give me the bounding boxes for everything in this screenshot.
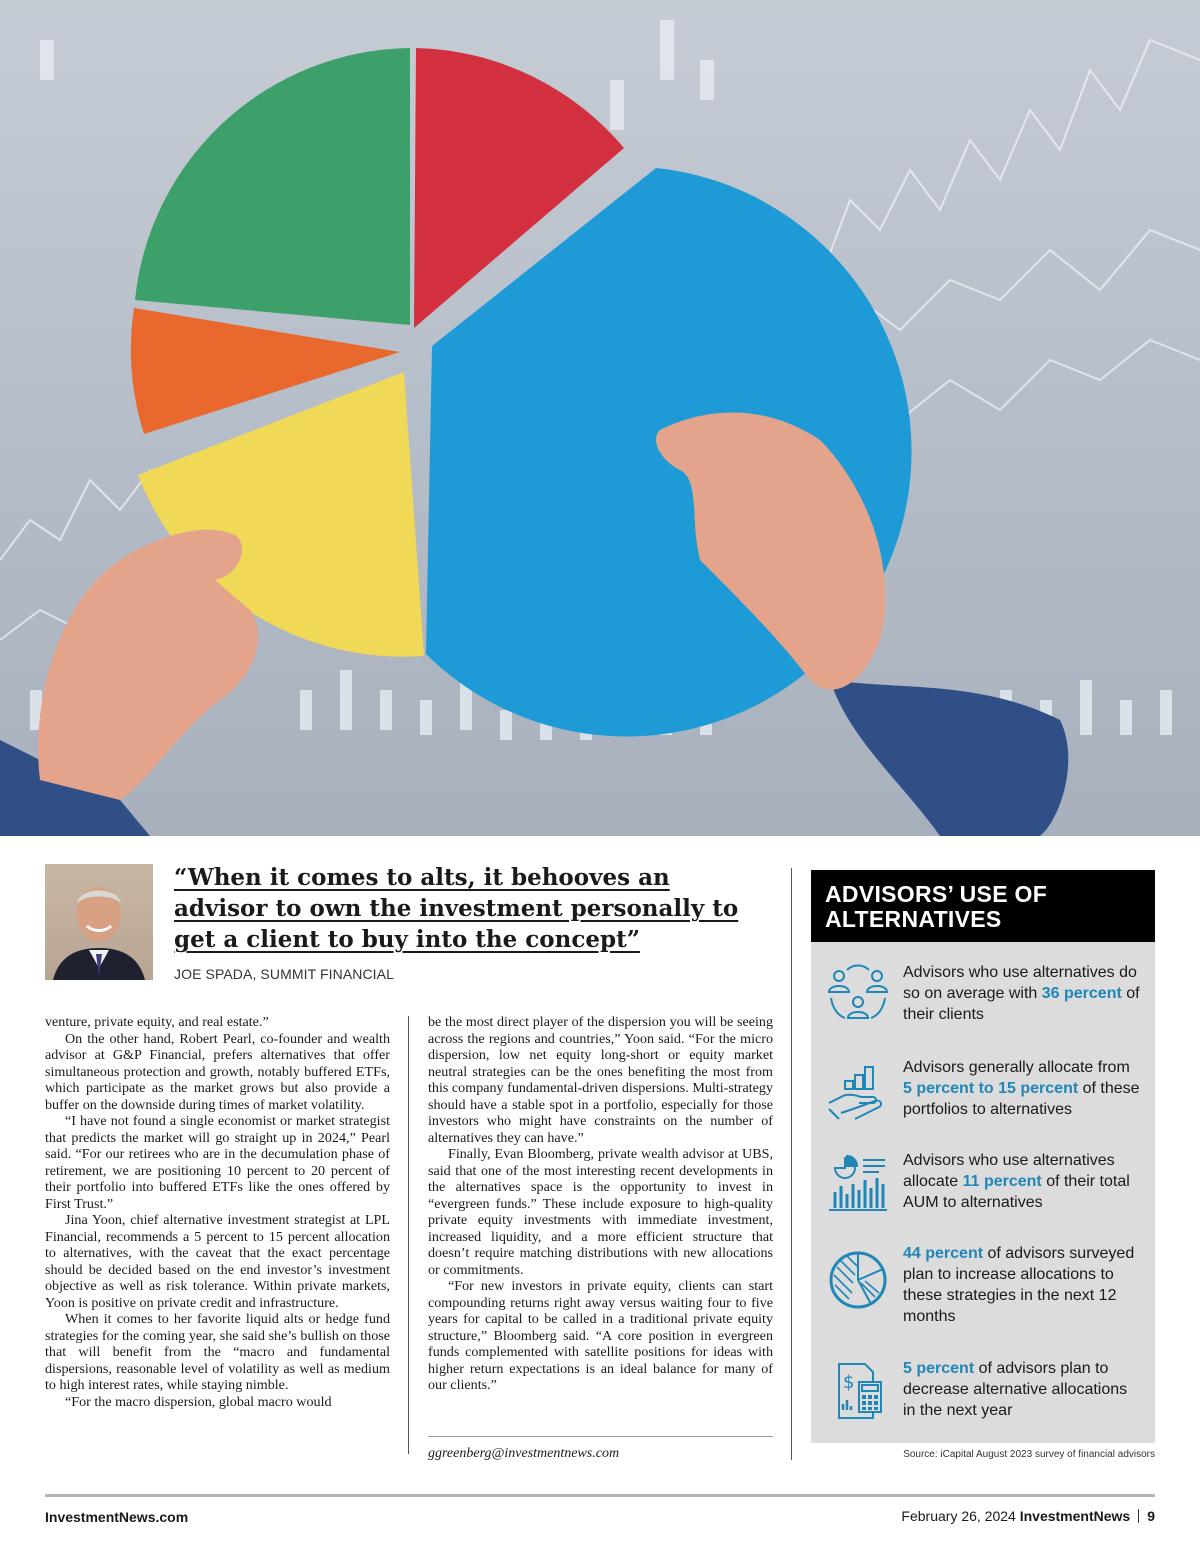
joe-spada-portrait [45, 864, 153, 980]
footer-folio [901, 1508, 1155, 1524]
hand-growth-chart-icon [825, 1057, 891, 1123]
sidebar-source: Source: iCapital August 2023 survey of financial advisors [903, 1449, 1155, 1460]
paragraph: Finally, Evan Bloomberg, private wealth advisor at UBS, said that one of the most interesting recent developments in the alternatives space is the opportunity to invest in “evergreen funds.” These include exposure to high-quality private equity investments with immediate investment, increased liquidity, and a more efficient structure that doesn’t require matching distributions with new allocations or commitments. [428, 1146, 773, 1278]
alternatives-sidebar [811, 870, 1155, 1443]
quote-attribution: JOE SPADA, SUMMIT FINANCIAL [174, 966, 394, 982]
footer-date: February 26, 2024 [901, 1508, 1016, 1524]
pie-chart-icon [825, 1247, 891, 1313]
stat-highlight: 5 percent to 15 percent [903, 1080, 1079, 1097]
stat-text: Advisors who use alternatives do so on average with 36 percent of their clients [903, 964, 1140, 1023]
stat-highlight: 36 percent [1041, 985, 1122, 1002]
pull-quote: “When it comes to alts, it behooves an advisor to own the investment personally to get a client to buy into the concept” [174, 864, 739, 953]
paragraph: venture, private equity, and real estate.” [45, 1014, 269, 1030]
paragraph: “For the macro dispersion, global macro would [65, 1393, 332, 1410]
pie-bar-chart-icon [825, 1150, 891, 1216]
stat-text: Advisors generally allocate from 5 percent to 15 percent of these portfolios to alternatives [903, 1059, 1140, 1118]
svg-text:$: $ [843, 1372, 855, 1393]
footer-magazine-name: InvestmentNews [1019, 1508, 1131, 1524]
stat-highlight: 5 percent [903, 1360, 975, 1377]
stat-highlight: 11 percent [962, 1173, 1042, 1190]
article-column-2 [428, 1014, 773, 1394]
paragraph: be the most direct player of the dispersion you will be seeing across the regions and countries,” Yoon said. “For the micro dispersion, low net equity long-short or equity market neutral strategies can be the ones benefiting the most from this company fundamental-driven dispersions. Multi-strategy should have a stable spot in a portfolio, especially for those investors who might have constraints on the number of alternatives they can have.” [428, 1014, 773, 1146]
column-divider [408, 1016, 409, 1454]
stat-text: 44 percent of advisors surveyed plan to increase allocations to these strategies in the next 12 months [903, 1245, 1135, 1325]
paragraph: “For new investors in private equity, clients can start compounding returns right away versus waiting four to five years for capital to be called in a traditional private equity structure,” Bloomberg said. “A core position in evergreen funds complemented with satellite positions for ideas with higher return expectations is an ideal balance for many of our clients.” [428, 1278, 773, 1393]
page-number: 9 [1147, 1508, 1155, 1524]
footer-separator [1138, 1509, 1139, 1523]
paragraph: Jina Yoon, chief alternative investment strategist at LPL Financial, recommends a 5 percent to 15 percent allocation to alternatives, with the caveat that the exact percentage should be decided based on the end investor’s investment objective as well as risk tolerance. Within private markets, Yoon is positive on private credit and infrastructure. [45, 1212, 390, 1311]
stat-text: 5 percent of advisors plan to decrease alternative allocations in the next year [903, 1360, 1128, 1419]
right-sleeve [830, 680, 1068, 836]
article-column-1 [45, 1014, 390, 1410]
left-hand [38, 530, 258, 800]
stat-text: Advisors who use alternatives allocate 11 percent of their total AUM to alternatives [903, 1152, 1130, 1211]
sidebar-divider [791, 868, 792, 1460]
dollar-calculator-document-icon [825, 1358, 891, 1424]
paragraph: “I have not found a single economist or market strategist that predicts the market will go straight up in 2024,” Pearl said. “For our retirees who are in the decumulation phase of retirement, we are positioning 10 percent to 20 percent of their portfolio into buffered ETFs like the ones offered by First Trust.” [45, 1113, 390, 1212]
email-divider [428, 1436, 773, 1437]
stat-highlight: 44 percent [903, 1245, 984, 1262]
people-network-icon [825, 962, 891, 1028]
paragraph: When it comes to her favorite liquid alts or hedge fund strategies for the coming year, she said she’s bullish on those that will benefit from the “macro and fundamental dispersions, reasonable level of volatility as well as medium to high interest rates, while staying nimble. [45, 1311, 390, 1393]
sidebar-title: ADVISORS’ USE OF ALTERNATIVES [811, 870, 1155, 942]
paragraph: On the other hand, Robert Pearl, co-founder and wealth advisor at G&P Financial, prefers alternatives that offer simultaneous protection and growth, notably buffered ETFs, which participate as the market grows but also provide a buffer on the downside during times of market volatility. [45, 1030, 390, 1113]
footer-site-link[interactable]: InvestmentNews.com [45, 1509, 189, 1525]
author-email-link[interactable]: ggreenberg@investmentnews.com [428, 1446, 620, 1461]
footer-rule [45, 1494, 1155, 1497]
pie-slice-green [135, 48, 410, 325]
